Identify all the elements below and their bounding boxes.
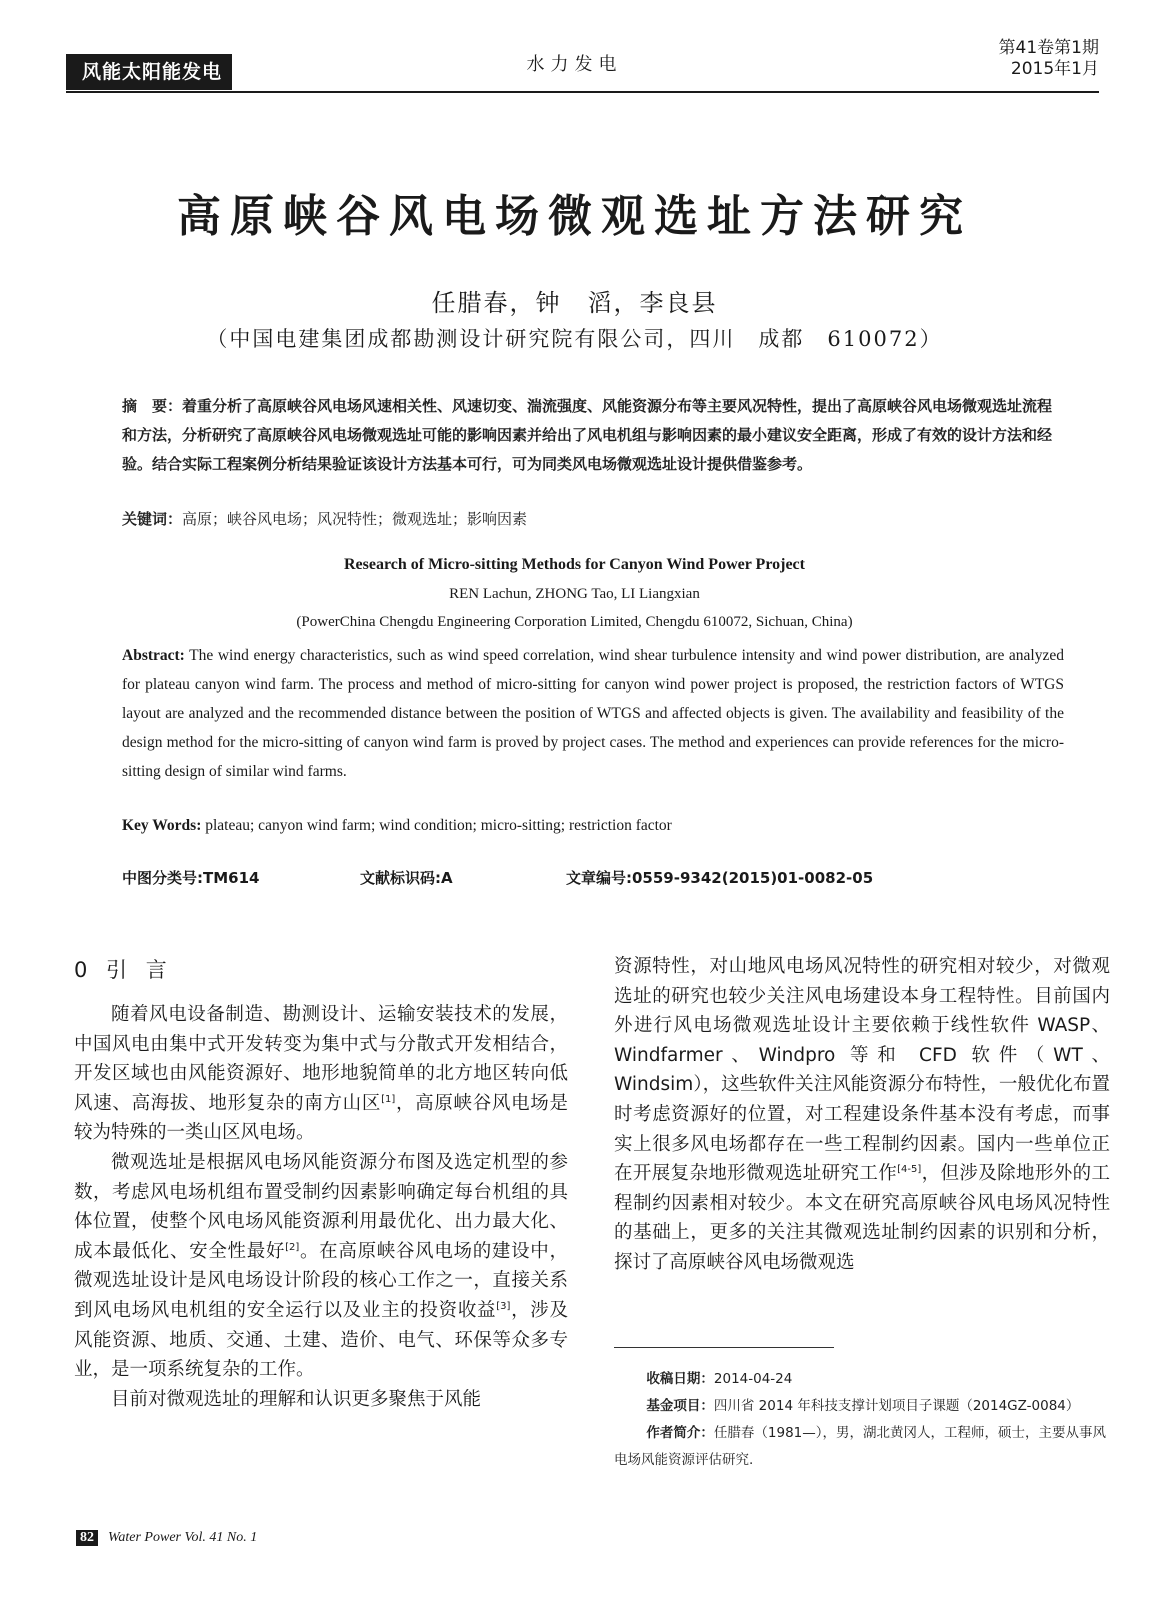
english-title: Research of Micro-sitting Methods for Canyon Wind Power Project xyxy=(344,556,805,573)
citation-ref: [4-5] xyxy=(897,1164,922,1175)
clc-number: 中图分类号:TM614 xyxy=(122,869,260,887)
footnotes xyxy=(614,1366,1110,1474)
journal-citation: Water Power Vol. 41 No. 1 xyxy=(108,1530,258,1545)
author-list: 任腊春，钟 滔，李良县 xyxy=(431,289,718,317)
abstract-cn-label: 摘 要： xyxy=(122,397,183,415)
body-right-column xyxy=(614,952,1110,1278)
abstract-cn-text: 着重分析了高原峡谷风电场风速相关性、风速切变、湍流强度、风能资源分布等主要风况特性，提出了高原峡谷风电场微观选址流程和方法，分析研究了高原峡谷风电场微观选址可能的影响因素并给出了风电机组与影响因素的最小建议安全距离，形成了有效的设计方法和经验。结合实际工程案例分析结果验证该设计方法基本可行，可为同类风电场微观选址设计提供借鉴参考。 xyxy=(122,397,1053,473)
article-number: 文章编号:0559-9342(2015)01-0082-05 xyxy=(566,869,874,887)
issue-date: 2015年1月 xyxy=(1010,59,1099,79)
issue-info xyxy=(999,38,1099,80)
affiliation: （中国电建集团成都勘测设计研究院有限公司，四川 成都 610072） xyxy=(206,327,943,351)
keywords-en xyxy=(122,817,1064,835)
citation-ref: [3] xyxy=(496,1300,511,1312)
page-footer xyxy=(76,1530,257,1546)
header-rule xyxy=(66,91,1099,93)
paragraph: 随着风电设备制造、勘测设计、运输安装技术的发展，中国风电由集中式开发转变为集中式与分散式开发相结合，开发区域也由风能资源好、地形地貌简单的北方地区转向低风速、高海拔、地形复杂的南方山区[1]，高原峡谷风电场是较为特殊的一类山区风电场。 xyxy=(74,1004,568,1144)
section-tag: 风能太阳能发电 xyxy=(66,54,232,90)
body-left-column xyxy=(74,952,568,1414)
paragraph: 微观选址是根据风电场风能资源分布图及选定机型的参数，考虑风电场机组布置受制约因素影响确定每台机组的具体位置，使整个风电场风能资源利用最优化、出力最大化、成本最低化、安全性最好[2]。在高原峡谷风电场的建设中，微观选址设计是风电场设计阶段的核心工作之一，直接关系到风电场风电机组的安全运行以及业主的投资收益[3]，涉及风能资源、地质、交通、土建、造价、电气、环保等众多专业，是一项系统复杂的工作。 xyxy=(74,1151,568,1381)
keywords-en-text: plateau; canyon wind farm; wind condition; micro-sitting; restriction factor xyxy=(205,817,672,834)
page-number: 82 xyxy=(76,1530,98,1546)
abstract-en xyxy=(122,641,1064,786)
abstract-cn xyxy=(122,392,1064,479)
paragraph: 目前对微观选址的理解和认识更多聚焦于风能 xyxy=(111,1388,482,1410)
abstract-en-text: The wind energy characteristics, such as wind speed correlation, wind shear turbulence intensity and wind power distribution, are analyzed for plateau canyon wind farm. The process and method of micro-sitting for canyon wind power project is proposed, the restriction factors of WTGS layout are analyzed and the recommended distance between the position of WTGS and affected objects is given. The availability and feasibility of the design method for the micro-sitting of canyon wind farm is proved by project cases. The method and experiences can provide references for the micro-sitting design of similar wind farms. xyxy=(122,647,1064,780)
footnote-rule xyxy=(614,1347,834,1348)
paper-title: 高原峡谷风电场微观选址方法研究 xyxy=(177,191,972,242)
received-date: 收稿日期：2014-04-24 xyxy=(646,1371,793,1387)
keywords-cn xyxy=(122,506,1064,532)
keywords-en-label: Key Words: xyxy=(122,817,202,834)
citation-ref: [2] xyxy=(285,1241,300,1253)
author-bio: 作者简介：任腊春（1981—），男，湖北黄冈人，工程师，硕士，主要从事风电场风能资源评估研究. xyxy=(614,1425,1106,1468)
document-code: 文献标识码:A xyxy=(360,869,453,887)
keywords-cn-label: 关键词： xyxy=(122,510,183,528)
abstract-en-label: Abstract: xyxy=(122,647,185,664)
english-authors: REN Lachun, ZHONG Tao, LI Liangxian xyxy=(449,586,700,602)
journal-name: 水力发电 xyxy=(526,54,623,75)
citation-ref: [1] xyxy=(381,1093,396,1105)
section-heading: 0 引 言 xyxy=(74,958,173,982)
english-affiliation: (PowerChina Chengdu Engineering Corporation Limited, Chengdu 610072, Sichuan, China) xyxy=(296,614,853,630)
paragraph: 资源特性，对山地风电场风况特性的研究相对较少，对微观选址的研究也较少关注风电场建设本身工程特性。目前国内外进行风电场微观选址设计主要依赖于线性软件 WASP、Windfarmer、Windpro 等和 CFD 软件（WT、Windsim），这些软件关注风能资源分布特性，一般优化布置时考虑资源好的位置，对工程建设条件基本没有考虑，而事实上很多风电场都存在一些工程制约因素。国内一些单位正在开展复杂地形微观选址研究工作[4-5]，但涉及除地形外的工程制约因素相对较少。本文在研究高原峡谷风电场风况特性的基础上，更多的关注其微观选址制约因素的识别和分析，探讨了高原峡谷风电场微观选 xyxy=(614,956,1110,1273)
keywords-cn-text: 高原；峡谷风电场；风况特性；微观选址；影响因素 xyxy=(182,510,528,528)
volume-label: 第41卷第1期 xyxy=(998,38,1099,58)
fund-info: 基金项目：四川省 2014 年科技支撑计划项目子课题（2014GZ-0084） xyxy=(646,1398,1080,1414)
